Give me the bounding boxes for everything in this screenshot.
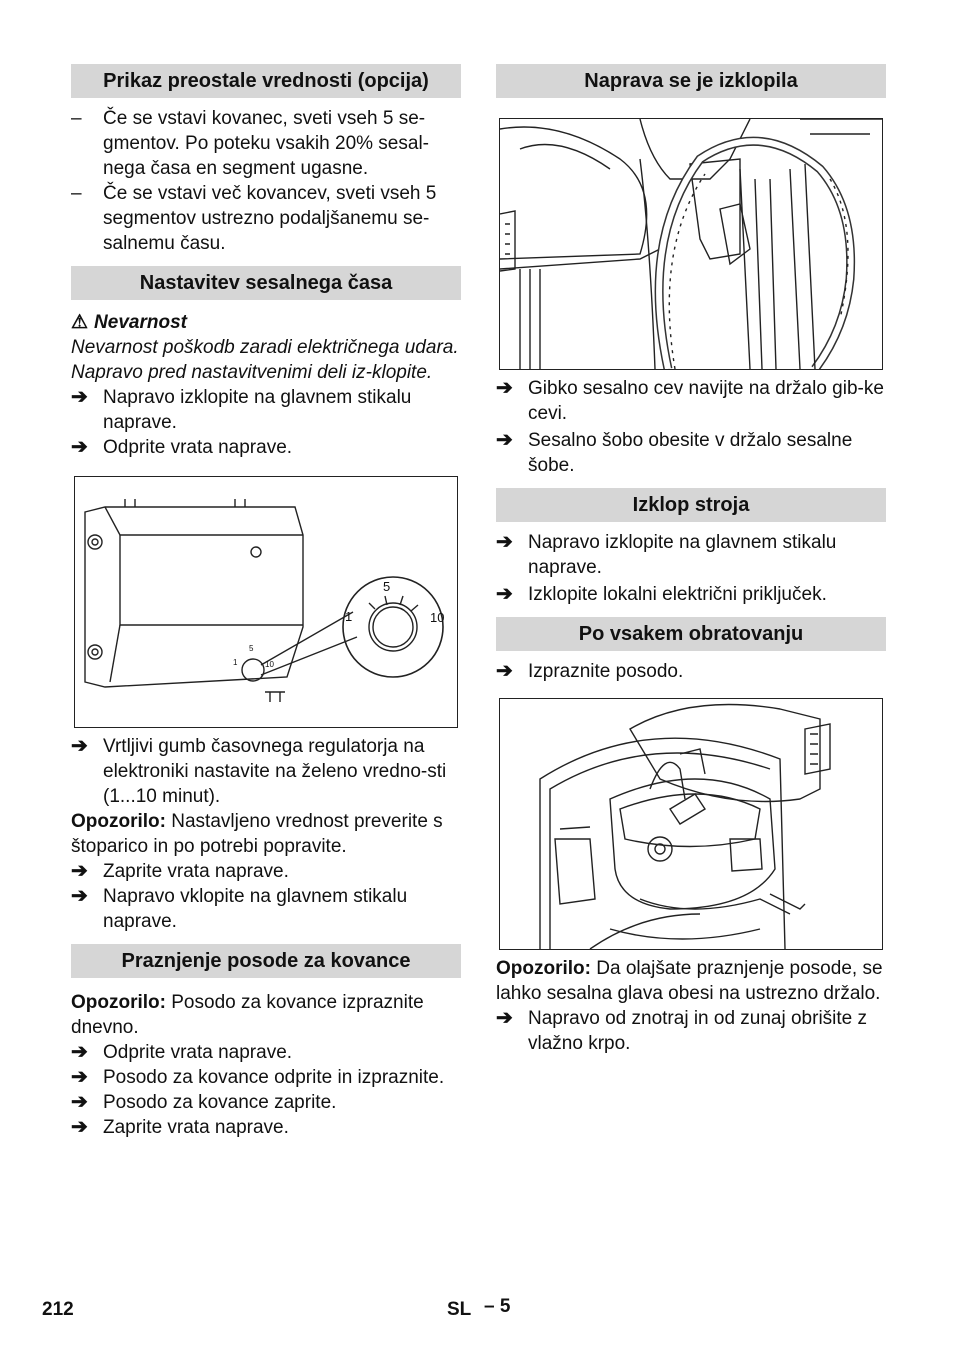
section-heading-after-operation: Po vsakem obratovanju <box>496 617 886 651</box>
note-paragraph: Opozorilo: Nastavljeno vrednost preverite s štoparico in po potrebi popravite. <box>71 811 443 857</box>
arrow-icon: ➔ <box>496 377 513 399</box>
section-heading-device-switched-off: Naprava se je izklopila <box>496 64 886 98</box>
note-paragraph: Opozorilo: Posodo za kovance izpraznite dnevno. <box>71 992 424 1038</box>
dash-icon: – <box>71 183 82 204</box>
arrow-icon: ➔ <box>71 1116 88 1138</box>
small-dial-label-5: 5 <box>249 644 254 653</box>
list-item: – Če se vstavi več kovancev, sveti vseh 5 segmentov ustrezno podaljšanemu se-salnemu času. <box>71 183 437 254</box>
list-item: ➔ Zaprite vrata naprave. <box>71 860 289 882</box>
list-item: ➔ Sesalno šobo obesite v držalo sesalne šobe. <box>496 429 853 476</box>
hose-holder-figure <box>499 118 883 370</box>
note-paragraph: Opozorilo: Da olajšate praznjenje posode, se lahko sesalna glava obesi na ustrezno držalo. <box>496 958 883 1004</box>
section-page-number: – 5 <box>484 1296 511 1317</box>
arrow-icon: ➔ <box>71 436 88 458</box>
warning-icon: ⚠ <box>71 312 89 333</box>
section-heading-coin-box: Praznjenje posode za kovance <box>71 944 461 978</box>
timer-dial-figure <box>74 476 458 728</box>
dial-label-1: 1 <box>345 609 353 624</box>
list-item: ➔ Vrtljivi gumb časovnega regulatorja na elektroniki nastavite na želeno vredno-sti (1...10 minut). <box>71 735 447 807</box>
list-item: ➔ Zaprite vrata naprave. <box>71 1116 289 1138</box>
page-number: 212 <box>42 1299 74 1320</box>
arrow-icon: ➔ <box>496 660 513 682</box>
list-item: ➔ Napravo vklopite na glavnem stikalu naprave. <box>71 885 408 932</box>
list-item: ➔ Izklopite lokalni električni priključek. <box>496 583 827 605</box>
arrow-icon: ➔ <box>71 1066 88 1088</box>
arrow-icon: ➔ <box>71 386 88 408</box>
dial-label-10: 10 <box>430 610 445 625</box>
right-column <box>496 64 886 1056</box>
arrow-icon: ➔ <box>496 429 513 451</box>
arrow-icon: ➔ <box>71 1091 88 1113</box>
arrow-icon: ➔ <box>496 531 513 553</box>
language-code: SL <box>447 1299 472 1320</box>
list-item: ➔ Odprite vrata naprave. <box>71 1041 293 1063</box>
section-heading-suction-time: Nastavitev sesalnega časa <box>71 266 461 300</box>
list-item: ➔ Posodo za kovance odprite in izpraznite. <box>71 1066 445 1088</box>
list-item: ➔ Odprite vrata naprave. <box>71 436 293 458</box>
list-item: ➔ Napravo izklopite na glavnem stikalu naprave. <box>496 531 837 578</box>
arrow-icon: ➔ <box>496 1007 513 1029</box>
arrow-icon: ➔ <box>71 885 88 907</box>
arrow-icon: ➔ <box>71 860 88 882</box>
list-item: ➔ Izpraznite posodo. <box>496 660 684 682</box>
arrow-icon: ➔ <box>71 1041 88 1063</box>
list-item: ➔ Napravo od znotraj in od zunaj obrišite z vlažno krpo. <box>496 1007 868 1054</box>
dial-label-5: 5 <box>383 579 391 594</box>
section-heading-remaining-value: Prikaz preostale vrednosti (opcija) <box>71 64 461 98</box>
section-heading-machine-shutdown: Izklop stroja <box>496 488 886 522</box>
arrow-icon: ➔ <box>496 583 513 605</box>
list-item: ➔ Gibko sesalno cev navijte na držalo gib-ke cevi. <box>496 377 884 424</box>
list-item: ➔ Posodo za kovance zaprite. <box>71 1091 337 1113</box>
container-emptying-figure <box>499 698 883 950</box>
list-item: ➔ Napravo izklopite na glavnem stikalu naprave. <box>71 386 412 433</box>
dash-icon: – <box>71 108 82 129</box>
left-column <box>71 64 461 1140</box>
list-item: – Če se vstavi kovanec, sveti vseh 5 se-gmentov. Po poteku vsakih 20% sesal-nega časa en segment ugasne. <box>71 108 429 179</box>
small-dial-label-10: 10 <box>265 660 274 669</box>
warning-label: ⚠ Nevarnost <box>71 312 187 333</box>
small-dial-label-1: 1 <box>233 658 238 667</box>
arrow-icon: ➔ <box>71 735 88 757</box>
warning-text: Nevarnost poškodb zaradi električnega udara. Napravo pred nastavitvenimi deli iz-klopite. <box>71 337 459 383</box>
